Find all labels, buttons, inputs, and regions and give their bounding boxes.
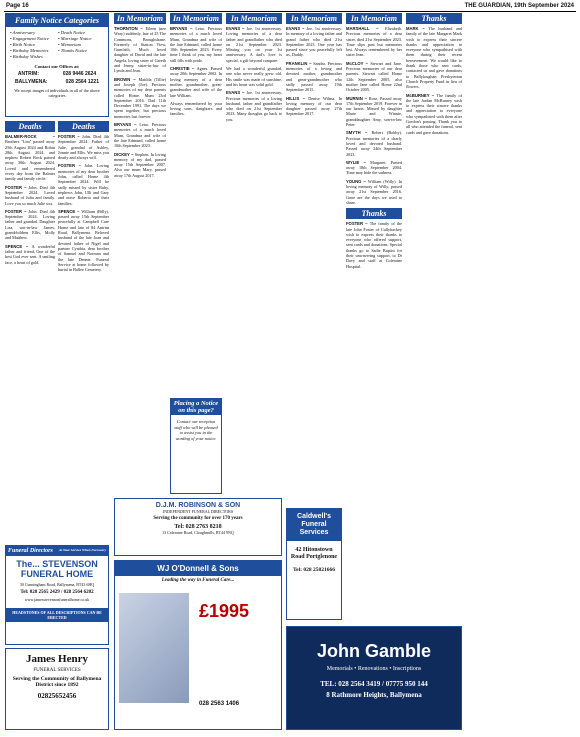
notice-name: FOSTER – <box>58 163 85 169</box>
funeral-band: Funeral Directors <box>8 548 53 554</box>
notice-entry <box>286 26 342 58</box>
category-item: • Anniversary <box>10 30 36 35</box>
notice-text: The husband and family of the late Margaret Mark wish to express their sincere thanks and appreciation to everyone who sympathised with them during their recent bereavement. We would like to thank those who sent cards, contacted us and gave donations to Ballyloughan Presbyterian Church Property Fund in lieu of flowers. <box>406 26 462 90</box>
notice-name: FOSTER – <box>5 208 29 214</box>
notice-entry <box>286 96 342 117</box>
notice-text: John. Died 4th September 2024. Father of Julie, grandad of Ashley, Jonnie and Ellis. We miss you dearly and always will. <box>58 134 109 161</box>
notice-text: Margaret. Passed away 18th September 2004. Time may hide the sadness. <box>346 159 402 176</box>
gamble-phone: TEL: 028 2564 3419 / 07775 950 144 <box>320 680 428 688</box>
memoriam-column-6 <box>286 13 342 503</box>
notice-entry <box>58 209 109 273</box>
odonnell-phone: 028 2563 1406 <box>199 701 240 707</box>
notice-entry <box>406 93 462 135</box>
notice-name: BRYANS – <box>114 122 140 128</box>
category-list <box>6 27 108 62</box>
notice-name: McCLOY – <box>346 60 371 66</box>
henry-phone: 02825652456 <box>37 692 77 700</box>
djm-phone: Tel: 028 2763 8218 <box>174 524 222 530</box>
header-rule <box>4 11 576 12</box>
office-antrim: ANTRIM: 028 9446 2624 <box>17 71 97 77</box>
djm-tag: Serving the community for over 170 years <box>153 516 243 521</box>
coffin-image <box>119 593 189 703</box>
notice-name: SMYTH – <box>346 130 372 136</box>
notice-name: EVANS – <box>226 26 247 31</box>
notice-text: Robert (Bobby). Precious memories of a dearly loved and devoted husband. Passed away 24th September 2023. <box>346 130 402 157</box>
placing-heading: Placing a Notice on this page? <box>171 399 221 415</box>
notice-text: Agnes. Passed away 20th September 2002. In loving memory of a dear mother, grandmother, great-grandmother and wife of the late William. <box>170 66 222 98</box>
notice-text: Lena. Precious memories of a much loved Mum, Grandma and wife of the late Edmund, called home 10th September 2023. Every time I think of you, my heart still fills with pride. <box>170 26 222 63</box>
office-ballymena: BALLYMENA: 028 2564 1221 <box>15 79 99 85</box>
memoriam-heading-2: In Memoriam <box>170 13 222 24</box>
page-number: Page 16 <box>6 3 29 9</box>
placing-notice-box <box>170 398 222 494</box>
notice-categories-title: Family Notice Categories <box>6 14 108 27</box>
notice-name: CHRISTIE – <box>170 66 197 72</box>
notice-text: Elizabeth. Precious memories of a dear sister, died 21st September 2023. Time slips past but memories last. Always remembered by her sister Jean. <box>346 26 402 58</box>
notice-name: DICKEY – <box>114 151 135 157</box>
odonnell-sub: Leading the way in Funeral Care... <box>161 578 235 583</box>
odonnell-price: £1995 <box>199 601 250 621</box>
notice-entry <box>114 122 166 148</box>
notice-name: MURNIN – <box>346 95 369 101</box>
notice-name: HILLIS – <box>286 95 309 101</box>
category-item: • Birth Notice <box>10 42 36 47</box>
ad-james-henry <box>5 648 109 730</box>
notice-name: BROWN – <box>114 76 139 82</box>
notice-name: BALMER-ROCK – <box>5 134 55 139</box>
funeral-band2: At Your Service When Necessary <box>58 548 106 552</box>
category-item: • Death Notice <box>58 30 86 35</box>
notice-entry <box>226 26 282 63</box>
notice-entry <box>406 26 462 90</box>
category-item: • Thanks Notice <box>58 48 88 53</box>
deaths-column-2 <box>58 121 109 541</box>
category-item: • Birthday Memories <box>10 48 49 53</box>
djm-sub: INDEPENDENT FUNERAL DIRECTORS <box>162 509 234 514</box>
notice-entry <box>58 163 109 205</box>
notice-entry <box>114 152 166 178</box>
ad-odonnell <box>114 560 282 730</box>
ad-stevenson <box>5 545 109 645</box>
notice-name: FOSTER – <box>346 221 370 227</box>
notice-text: Joe. 1st anniversary. Precious memories of a loving husband, father and grandfather who died on 21st September 2023. Many thoughts go back to you. <box>226 90 282 122</box>
notice-text: John. Loving memories of my dear brother John, called Home 4th September 2024. Will be sadly missed by sister Ruby, nephews John, Ulli and Gary and niece Roberta and their families. <box>58 163 109 206</box>
notice-text: The family of the late John Foster of Cullybackey wish to express their thanks to everyone who offered support, sent cards and donations. Special thanks go to Sadie Baptist for their unwavering support, to Dr Davy and staff at Coleraine Hospital. <box>346 221 402 269</box>
deaths-column-1 <box>5 121 55 541</box>
images-note: We accept images of individuals in all of the above categories <box>14 88 100 98</box>
notice-text: William (Billy), passed away 15th September peacefully at Campbell Care Home and late of 84 Antrim Road, Ballymena. Beloved husband of the late Joan and devoted father of Nigel and partner Cynthia, dear brother of Samuel and Norman and the late Dennis. Funeral Service at home followed by burial in Ballee Cemetery. <box>58 208 109 273</box>
notice-name: MARK – <box>406 26 429 31</box>
notice-text: The family of the late Jordan McBurney wish to express their sincere thanks and appreciation to everyone who sympathised with them after Gordon's passing. Thank you to all who attended the funeral, sent cards and gave donations. <box>406 92 462 135</box>
gamble-address: 8 Rathmore Heights, Ballymena <box>326 691 422 699</box>
notice-name: SPENCE – <box>58 208 82 214</box>
notice-entry <box>226 66 282 87</box>
notice-text: Sandra. Precious memories of a loving and devoted mother, grandmother and great-grandmother who sadly passed away 19th September 2015. <box>286 60 342 93</box>
notice-text: John. Died 4th September 2024. Loving father and grandad. Daughter Lisa, son-in-law James, grandchildren Ellis, Molly and Matthew. <box>5 208 55 241</box>
notice-text: John. Died 4th September 2024. Loved husband of Julia and family. Love you so much Julie xxx. <box>5 184 55 206</box>
notice-entry <box>170 26 222 63</box>
notice-text: We had a wonderful grandad, one who never really grew old. His smile was made of sunshine, and his heart was solid gold. <box>226 66 282 87</box>
odonnell-title: WJ O'Donnell & Sons <box>115 561 281 576</box>
djm-title: D.J.M. ROBINSON & SON <box>155 502 241 509</box>
placing-text: Contact our reception staff who will be pleased to assist you in the wording of your notice. <box>174 419 218 441</box>
stevenson-title: The... STEVENSON FUNERAL HOME <box>16 559 98 579</box>
memoriam-heading-4: In Memoriam <box>286 13 342 24</box>
notice-entry <box>346 160 402 176</box>
thanks-heading-2: Thanks <box>346 208 402 219</box>
memoriam-column-7 <box>346 13 402 733</box>
henry-title: James Henry <box>25 653 88 665</box>
notice-name: THORNTON – <box>114 26 146 31</box>
notice-text: Brothers ''Lim'' passed away 25th August 2024 and Robin 28th August 2024 and nephew Robert Rock passed away 30th August 2024. Loved and remembered every day from the Balmer family and family circle. <box>5 139 55 182</box>
notice-entry <box>5 134 55 182</box>
henry-line: Serving the Community of Ballymena District since 1892 <box>12 676 102 688</box>
deaths-heading: Deaths <box>5 121 55 132</box>
notice-name: YOUNG – <box>346 178 368 184</box>
notice-entry <box>346 96 402 128</box>
notice-entry <box>346 221 402 269</box>
djm-address: 13 Coleraine Road, Cloughmills, BT44 9NQ <box>162 530 234 535</box>
notice-entry <box>226 90 282 122</box>
notice-entry <box>170 66 222 98</box>
memoriam-heading: In Memoriam <box>114 13 166 24</box>
memoriam-column-3 <box>114 13 166 495</box>
notice-entry <box>346 130 402 156</box>
notice-entry <box>114 77 166 119</box>
notice-entry <box>346 26 402 58</box>
notice-name: FOSTER – <box>5 184 29 190</box>
notice-text: Eileen (nee Wray) suddenly, late of 25 The Commons, Broughshane. Formerly of Station View, Garnfrith. Much loved daughter of David and the late Angela, loving sister of Gareth and Jenny, sister-in-law of Lynda and Jean. <box>114 26 166 74</box>
notice-text: Denise Wilma. In loving memory of our dear daughter passed away 27th September 2017. <box>286 95 342 117</box>
category-item: • Birthday Wishes <box>10 54 43 59</box>
notice-text: Stephen. In loving memory of my dad, passed away 15th September 2007. Also our mum Mary, passed away 17th August 2017. <box>114 151 166 178</box>
notice-name: McBURNEY – <box>406 92 437 98</box>
thanks-column-8 <box>406 13 462 733</box>
notice-name: FRANKLIN – <box>286 60 314 66</box>
thanks-heading: Thanks <box>406 13 462 24</box>
notice-categories-box <box>5 13 109 117</box>
gamble-title: John Gamble <box>316 641 432 661</box>
henry-sub: FUNERAL SERVICES <box>33 668 81 673</box>
notice-text: A wonderful father and friend, One of the best God ever sent. A smiling face, a heart of gold. <box>5 243 55 265</box>
ad-john-gamble <box>286 626 462 730</box>
notice-entry <box>114 26 166 74</box>
ad-djm-robinson <box>114 498 282 556</box>
contact-label: Contact our Offices at: <box>34 64 80 69</box>
notice-entry <box>170 101 222 117</box>
notice-name: BRYANS – <box>170 26 196 31</box>
notice-text: Rose. Passed away 17th September 2019. Forever in our hearts. Missed by daughter Marie and Winnie, granddaughter Amy, son-in-law Peter. <box>346 95 402 128</box>
memoriam-heading-3: In Memoriam <box>226 13 282 24</box>
category-item: • Engagement Notice <box>10 36 49 41</box>
category-item: • Marriage Notice <box>58 36 92 41</box>
notice-text: Matilda (Tillie) and Joseph (Joe). Precious memories of my dear parents called Home. Mum 23rd September 2016. Dad 11th December 1991. The days we spent together, but precious memories last forever. <box>114 76 166 119</box>
notice-text: Stewart and Jane. Precious memories of our dear parents. Stewart called Home 12th September 2005, also mother Jane called Home 22nd October 2005. <box>346 60 402 93</box>
stevenson-phones: Tel: 028 2565 2429 / 028 2564 6202 <box>20 590 94 595</box>
gamble-sub: Memorials • Renovations • Inscriptions <box>326 666 422 672</box>
stevenson-address: 30 Cunningham Road, Ballymena, BT43 6HQ <box>19 582 95 587</box>
notice-entry <box>58 134 109 160</box>
notice-text: Lena. Precious memories of a much loved Mum, Grandma and wife of the late Edmund, called home 10th September 2023. <box>114 122 166 149</box>
notice-text: Joe. 1st anniversary. Loving memories of a dear father and grandfather who died on 21st September 2023. Missing you on your 1st anniversary. A dad's love is special, a gift beyond compare. <box>226 26 282 63</box>
notice-text: Joe. 1st anniversary. In memory of a loving father and grand father who died 21st September 2023. One year has passed since you peacefully left us, Daddy. <box>286 26 342 58</box>
notice-entry <box>346 179 402 205</box>
notice-name: MARSHALL – <box>346 26 386 31</box>
notice-entry <box>5 244 55 265</box>
notice-text: Always remembered by your loving sons, daughters and families. <box>170 100 222 117</box>
notice-entry <box>346 61 402 93</box>
notice-name: EVANS – <box>226 90 247 96</box>
caldwell-phone: Tel: 028 25821666 <box>293 567 335 573</box>
notice-name: EVANS – <box>286 26 307 31</box>
notice-name: WYLIE – <box>346 159 371 165</box>
notice-entry <box>5 209 55 241</box>
notice-name: SPENCE – <box>5 243 32 249</box>
stevenson-web: www.jamesstevensonfuneralhome.co.uk <box>24 597 90 602</box>
notice-entry <box>286 61 342 93</box>
caldwell-title: Caldwell's Funeral Services <box>287 509 341 541</box>
notice-name: FOSTER – <box>58 134 83 139</box>
category-item: • Memoriam <box>58 42 81 47</box>
memoriam-column-4 <box>170 13 222 393</box>
notice-text: William (Willy). In loving memory of Willy, passed away 21st September 2016. Gone are the days we used to share. <box>346 178 402 205</box>
ad-caldwells <box>286 508 342 620</box>
notice-entry <box>5 185 55 206</box>
paper-date: THE GUARDIAN, 19th September 2024 <box>464 3 574 9</box>
memoriam-heading-5: In Memoriam <box>346 13 402 24</box>
stevenson-headstones: HEADSTONES OF ALL DESCRIPTIONS CAN BE ERECTED <box>6 608 108 622</box>
memoriam-column-5 <box>226 13 282 495</box>
deaths-heading-2: Deaths <box>58 121 109 132</box>
caldwell-address: 42 Hitonstown Road Portglenone <box>290 547 338 560</box>
